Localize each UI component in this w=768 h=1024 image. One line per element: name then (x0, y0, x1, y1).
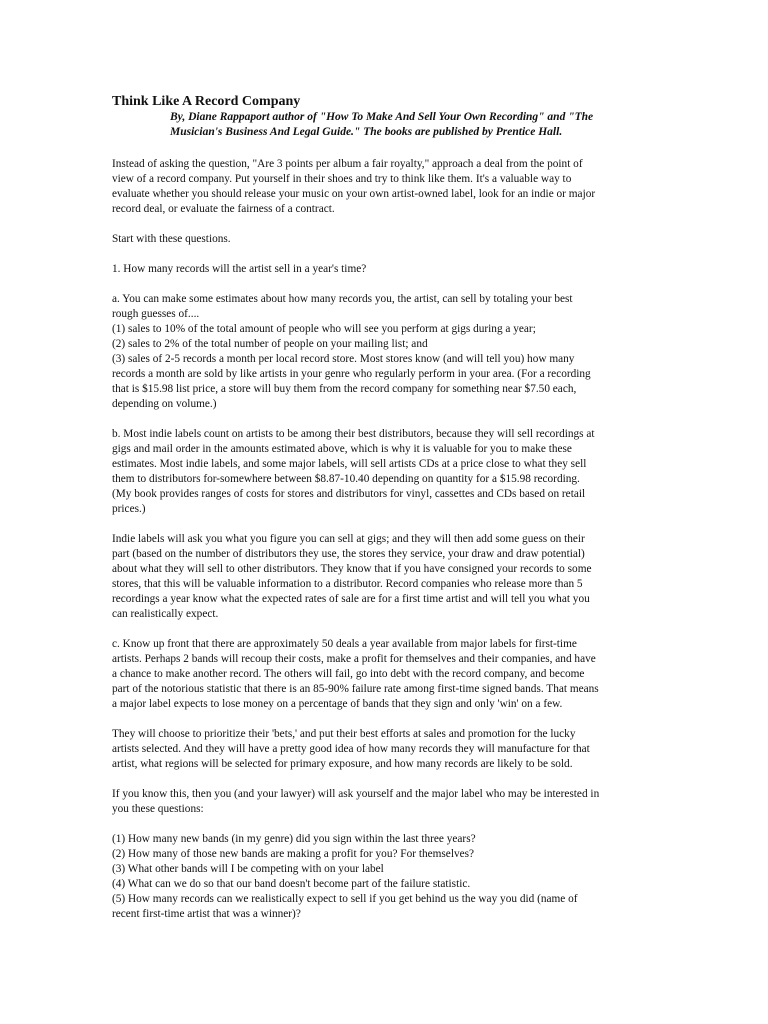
text-line: record deal, or evaluate the fairness of a contract. (112, 203, 335, 215)
text-line: about what they will sell to other distributors. They know that if you have consigned your records to some (112, 563, 592, 575)
text-line: (4) What can we do so that our band doesn't become part of the failure statistic. (112, 878, 471, 890)
text-line: rough guesses of.... (112, 308, 200, 320)
text-line: Indie labels will ask you what you figure you can sell at gigs; and they will then add some guess on their (112, 533, 585, 545)
text-line: them to distributors for-somewhere between $8.87-10.40 depending on quantity for a $15.98 recording. (112, 473, 580, 485)
paragraph-gap (112, 217, 658, 232)
byline-line-1: By, Diane Rappaport author of "How To Make And Sell Your Own Recording" and "The (170, 111, 594, 123)
text-line: depending on volume.) (112, 398, 217, 410)
document-title: Think Like A Record Company (112, 94, 301, 109)
paragraph (112, 832, 658, 922)
paragraph (112, 532, 658, 622)
text-line: Instead of asking the question, "Are 3 points per album a fair royalty," approach a deal from the point of (112, 158, 583, 170)
text-line: a major label expects to lose money on a percentage of bands that they sign and only 'win' on a few. (112, 698, 563, 710)
text-line: (3) What other bands will I be competing with on your label (112, 863, 384, 875)
spacer (112, 140, 658, 157)
text-line: 1. How many records will the artist sell in a year's time? (112, 263, 367, 275)
text-line: gigs and mail order in the amounts estimated above, which is why it is valuable for you to make these (112, 443, 572, 455)
text-line: They will choose to prioritize their 'bets,' and put their best efforts at sales and promotion for the lucky (112, 728, 576, 740)
text-line: (5) How many records can we realistically expect to sell if you get behind us the way you did (name of (112, 893, 578, 905)
text-line: (1) sales to 10% of the total amount of people who will see you perform at gigs during a year; (112, 323, 536, 335)
document-page (112, 93, 658, 922)
paragraph (112, 262, 658, 277)
text-line: artist, what regions will be selected for primary exposure, and how many records are likely to be sold. (112, 758, 573, 770)
text-line: (2) How many of those new bands are making a profit for you? For themselves? (112, 848, 475, 860)
text-line: (My book provides ranges of costs for stores and distributors for vinyl, cassettes and CDs based on retail (112, 488, 586, 500)
text-line: artists. Perhaps 2 bands will recoup their costs, make a profit for themselves and their companies, and have (112, 653, 596, 665)
text-line: you these questions: (112, 803, 204, 815)
text-line: c. Know up front that there are approximately 50 deals a year available from major labels for first-time (112, 638, 577, 650)
paragraph-gap (112, 622, 658, 637)
text-line: If you know this, then you (and your lawyer) will ask yourself and the major label who may be interested in (112, 788, 600, 800)
text-line: (2) sales to 2% of the total number of people on your mailing list; and (112, 338, 428, 350)
byline-line-2: Musician's Business And Legal Guide." The books are published by Prentice Hall. (170, 126, 563, 138)
document-body (112, 157, 658, 922)
paragraph-gap (112, 517, 658, 532)
paragraph-gap (112, 412, 658, 427)
text-line: recent first-time artist that was a winner)? (112, 908, 301, 920)
paragraph-gap (112, 277, 658, 292)
text-line: that is $15.98 list price, a store will buy them from the record company for something near $7.50 each, (112, 383, 577, 395)
text-line: artists selected. And they will have a pretty good idea of how many records they will manufacture for that (112, 743, 590, 755)
paragraph (112, 637, 658, 712)
text-line: prices.) (112, 503, 146, 515)
paragraph-gap (112, 247, 658, 262)
text-line: part of the notorious statistic that there is an 85-90% failure rate among first-time signed bands. That means (112, 683, 599, 695)
paragraph-gap (112, 772, 658, 787)
text-line: stores, that this will be valuable information to a distributor. Record companies who release more than 5 (112, 578, 583, 590)
text-line: (3) sales of 2-5 records a month per local record store. Most stores know (and will tell you) how many (112, 353, 575, 365)
paragraph (112, 157, 658, 217)
text-line: a chance to make another record. The others will fail, go into debt with the record company, and become (112, 668, 585, 680)
text-line: a. You can make some estimates about how many records you, the artist, can sell by totaling your best (112, 293, 573, 305)
paragraph (112, 427, 658, 517)
text-line: can realistically expect. (112, 608, 219, 620)
text-line: estimates. Most indie labels, and some major labels, will sell artists CDs at a price close to what they sell (112, 458, 587, 470)
text-line: b. Most indie labels count on artists to be among their best distributors, because they will sell recordings at (112, 428, 595, 440)
paragraph (112, 232, 658, 247)
text-line: (1) How many new bands (in my genre) did you sign within the last three years? (112, 833, 476, 845)
text-line: records a month are sold by like artists in your genre who regularly perform in your area. (For a recording (112, 368, 591, 380)
text-line: evaluate whether you should release your music on your own artist-owned label, look for an indie or major (112, 188, 596, 200)
text-line: part (based on the number of distributors they use, the stores they service, your draw and draw potential) (112, 548, 585, 560)
paragraph (112, 292, 658, 412)
text-line: Start with these questions. (112, 233, 231, 245)
text-line: view of a record company. Put yourself in their shoes and try to think like them. It's a valuable way to (112, 173, 572, 185)
paragraph-gap (112, 712, 658, 727)
paragraph (112, 787, 658, 817)
text-line: recordings a year know what the expected rates of sale are for a first time artist and will tell you what you (112, 593, 590, 605)
paragraph-gap (112, 817, 658, 832)
paragraph (112, 727, 658, 772)
